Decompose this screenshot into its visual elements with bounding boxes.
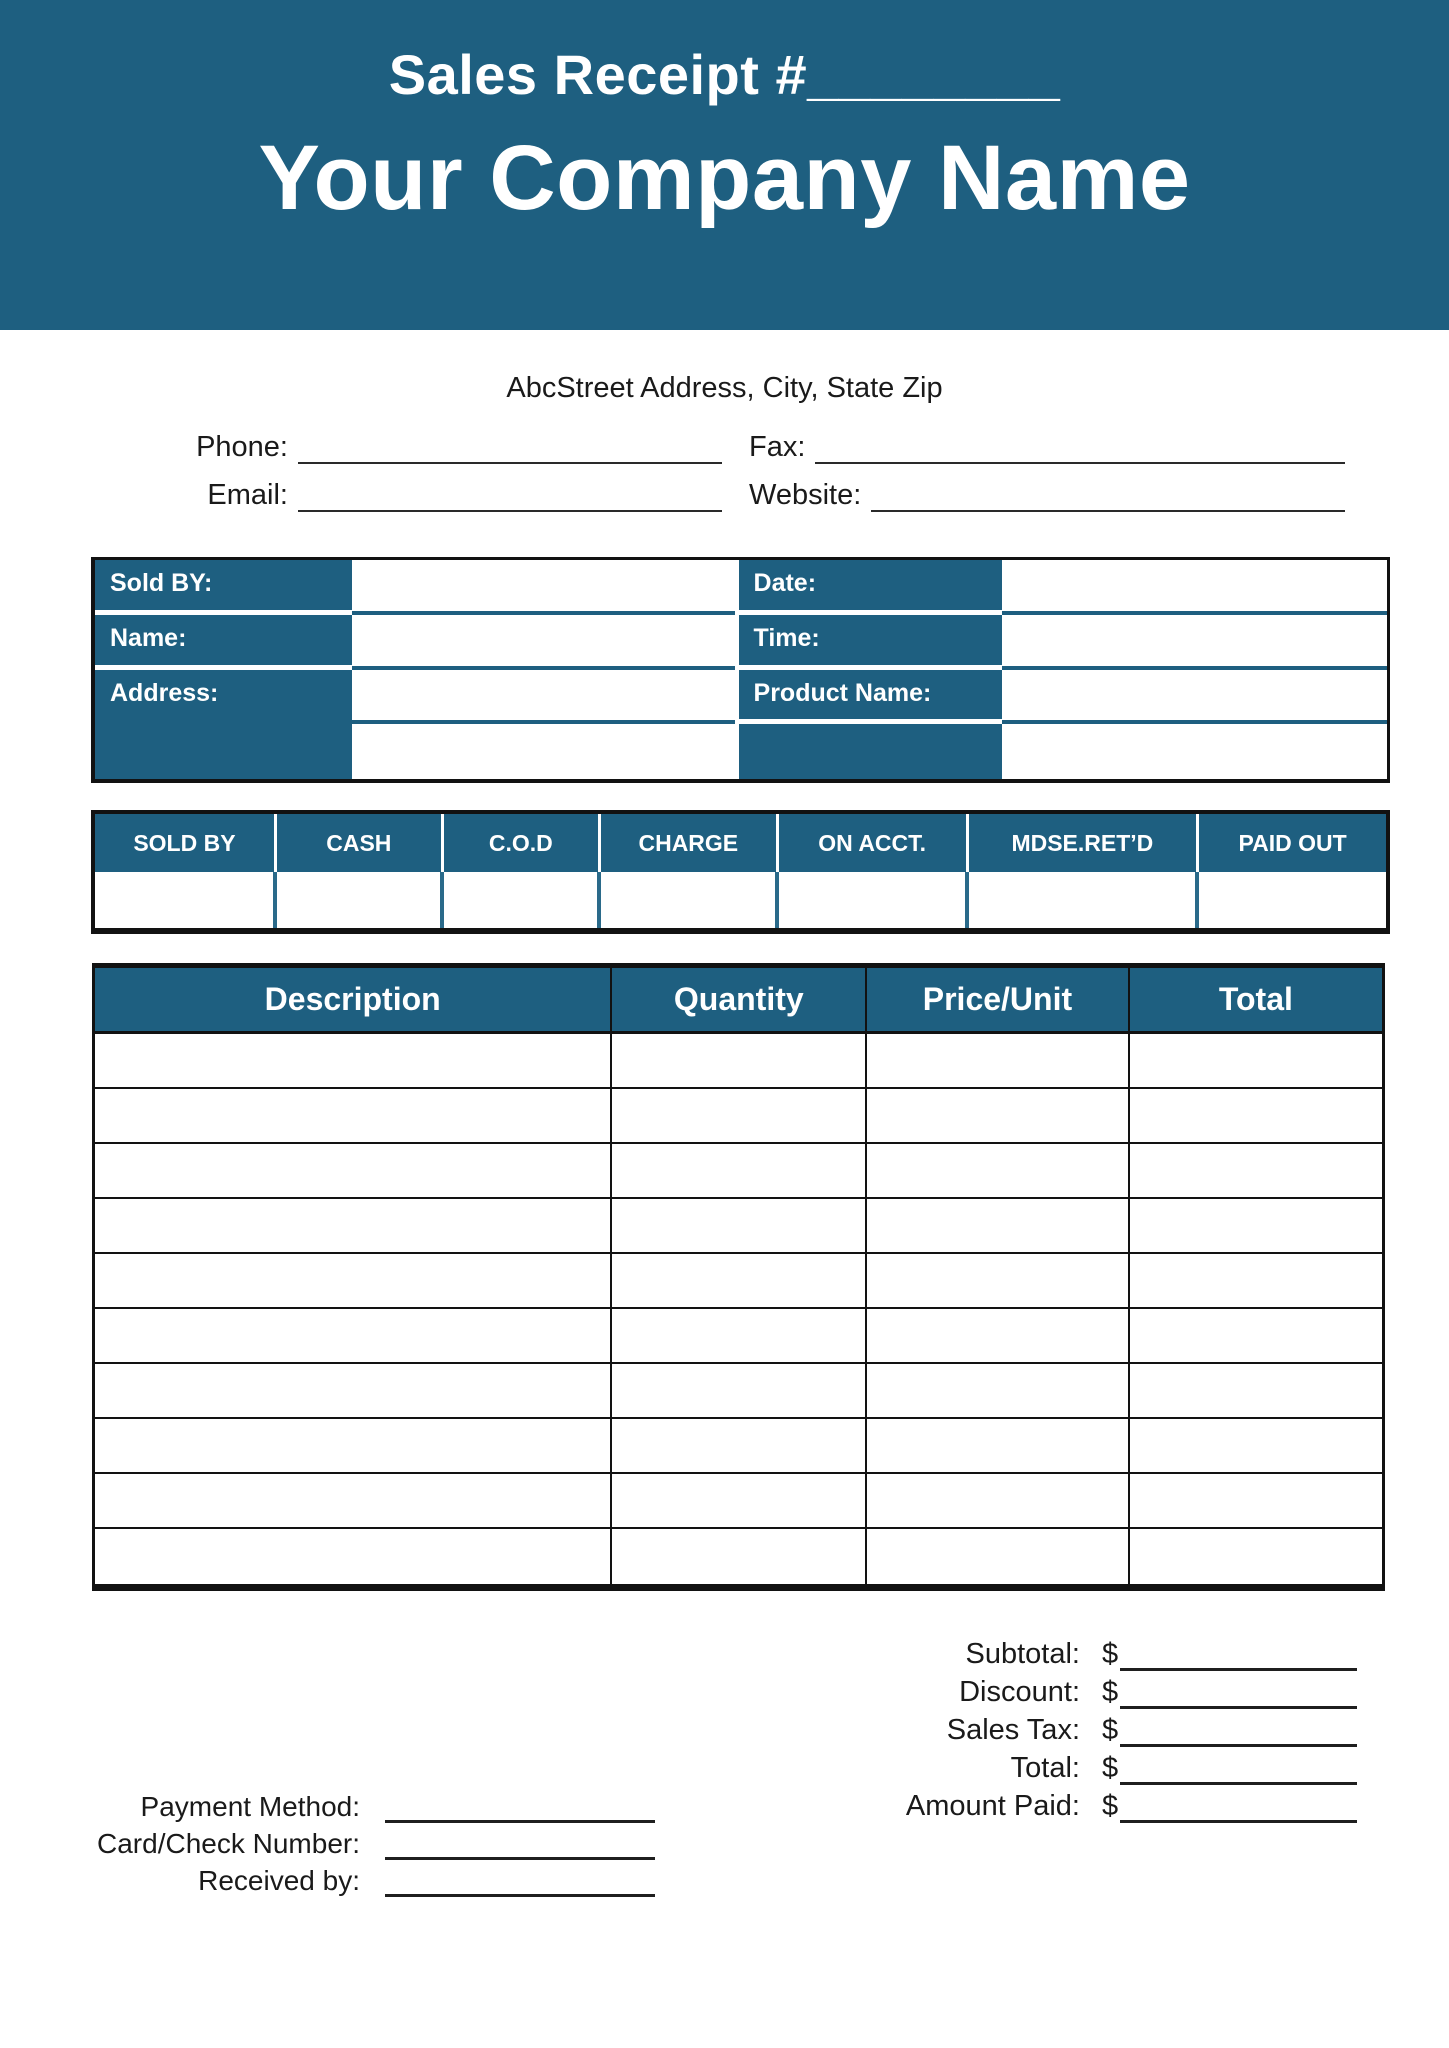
quantity-column-header: Quantity <box>612 968 867 1031</box>
items-table-blank-cell[interactable] <box>612 1364 867 1417</box>
dollar-sign: $ <box>1102 1676 1119 1708</box>
website-label: Website: <box>749 479 862 511</box>
amount-paid-row <box>640 1785 1365 1823</box>
items-table-blank-cell[interactable] <box>867 1309 1130 1362</box>
payment-type-blank-cell[interactable] <box>277 872 444 928</box>
product-name-blank-cell[interactable] <box>1002 670 1387 725</box>
items-table-blank-cell[interactable] <box>95 1309 612 1362</box>
email-field-row <box>150 478 722 512</box>
sold-by-blank-cell[interactable] <box>352 560 734 615</box>
date-blank-cell[interactable] <box>1002 560 1387 615</box>
items-table-blank-cell[interactable] <box>612 1199 867 1252</box>
payment-type-blank-cell[interactable] <box>95 872 277 928</box>
payment-type-blank-cell[interactable] <box>1199 872 1386 928</box>
discount-blank-line[interactable] <box>1120 1679 1357 1709</box>
received-by-row <box>60 1860 660 1897</box>
time-blank-cell[interactable] <box>1002 615 1387 670</box>
payment-method-row <box>60 1786 660 1823</box>
email-label: Email: <box>207 479 288 511</box>
time-label: Time: <box>735 615 1002 670</box>
dollar-sign: $ <box>1102 1790 1119 1822</box>
charge-column-header: CHARGE <box>601 814 779 872</box>
items-table-blank-cell[interactable] <box>612 1034 867 1087</box>
seller-info-table <box>91 557 1390 783</box>
card-check-number-blank-line[interactable] <box>385 1832 655 1860</box>
items-table-row <box>95 1089 1382 1144</box>
cash-column-header: CASH <box>277 814 444 872</box>
fax-label: Fax: <box>749 431 806 463</box>
items-table-row <box>95 1309 1382 1364</box>
received-by-blank-line[interactable] <box>385 1869 655 1897</box>
items-table-blank-cell[interactable] <box>867 1254 1130 1307</box>
on-acct-column-header: ON ACCT. <box>779 814 969 872</box>
amount-paid-blank-line[interactable] <box>1120 1793 1357 1823</box>
discount-row <box>640 1671 1365 1709</box>
fax-field-row <box>749 430 1345 464</box>
cod-column-header: C.O.D <box>444 814 601 872</box>
items-table-blank-cell[interactable] <box>1130 1254 1382 1307</box>
items-table-blank-cell[interactable] <box>612 1254 867 1307</box>
items-table-blank-cell[interactable] <box>867 1419 1130 1472</box>
payment-type-header-row <box>95 814 1386 872</box>
receipt-number-title: Sales Receipt #________ <box>388 43 1061 106</box>
items-table-blank-cell[interactable] <box>95 1364 612 1417</box>
address-blank-cell-2[interactable] <box>352 724 734 779</box>
items-table-blank-cell[interactable] <box>1130 1474 1382 1527</box>
totals-section <box>640 1633 1365 1823</box>
items-table-blank-cell[interactable] <box>612 1474 867 1527</box>
total-label: Total: <box>1010 1752 1080 1784</box>
address-blank-cell[interactable] <box>352 670 734 725</box>
payment-type-table <box>91 810 1390 934</box>
sales-tax-row <box>640 1709 1365 1747</box>
items-table-row <box>95 1254 1382 1309</box>
items-table-blank-cell[interactable] <box>1130 1364 1382 1417</box>
company-name-title: Your Company Name <box>258 127 1191 229</box>
card-check-number-row <box>60 1823 660 1860</box>
payment-method-blank-line[interactable] <box>385 1795 655 1823</box>
items-table-blank-cell[interactable] <box>95 1199 612 1252</box>
empty-label-cell <box>735 724 1002 779</box>
items-table-blank-cell[interactable] <box>867 1364 1130 1417</box>
street-address-line: AbcStreet Address, City, State Zip <box>506 372 943 404</box>
items-table-blank-cell[interactable] <box>1130 1144 1382 1197</box>
subtotal-label: Subtotal: <box>965 1638 1080 1670</box>
payment-details-section <box>60 1786 660 1897</box>
address-label: Address: <box>95 670 352 780</box>
payment-method-label: Payment Method: <box>140 1791 360 1822</box>
phone-field-row <box>150 430 722 464</box>
items-table-blank-cell[interactable] <box>1130 1529 1382 1584</box>
payment-type-blank-row <box>95 872 1386 928</box>
description-column-header: Description <box>95 968 612 1031</box>
header-banner <box>0 0 1449 330</box>
mdse-retd-column-header: MDSE.RET’D <box>969 814 1200 872</box>
items-table-blank-cell[interactable] <box>95 1144 612 1197</box>
product-name-label: Product Name: <box>735 670 1002 725</box>
name-blank-cell[interactable] <box>352 615 734 670</box>
total-blank-line[interactable] <box>1120 1755 1357 1785</box>
items-table-blank-cell[interactable] <box>867 1199 1130 1252</box>
total-row <box>640 1747 1365 1785</box>
items-table-blank-cell[interactable] <box>612 1529 867 1584</box>
items-table-body <box>95 1034 1382 1584</box>
discount-label: Discount: <box>959 1676 1080 1708</box>
name-label: Name: <box>95 615 352 670</box>
sales-tax-blank-line[interactable] <box>1120 1717 1357 1747</box>
sold-by-label: Sold BY: <box>95 560 352 615</box>
subtotal-blank-line[interactable] <box>1120 1641 1357 1671</box>
line-items-header-row <box>95 968 1382 1034</box>
items-table-blank-cell[interactable] <box>95 1089 612 1142</box>
items-table-blank-cell[interactable] <box>612 1309 867 1362</box>
items-table-blank-cell[interactable] <box>612 1144 867 1197</box>
payment-type-blank-cell[interactable] <box>601 872 779 928</box>
items-table-blank-cell[interactable] <box>1130 1199 1382 1252</box>
amount-paid-label: Amount Paid: <box>905 1790 1080 1822</box>
items-table-row <box>95 1364 1382 1419</box>
sold-by-column-header: SOLD BY <box>95 814 277 872</box>
items-table-blank-cell[interactable] <box>867 1474 1130 1527</box>
items-table-row <box>95 1199 1382 1254</box>
payment-type-blank-cell[interactable] <box>969 872 1200 928</box>
items-table-blank-cell[interactable] <box>1130 1089 1382 1142</box>
items-table-blank-cell[interactable] <box>95 1474 612 1527</box>
items-table-row <box>95 1474 1382 1529</box>
items-table-blank-cell[interactable] <box>867 1089 1130 1142</box>
sales-tax-label: Sales Tax: <box>946 1714 1080 1746</box>
subtotal-row <box>640 1633 1365 1671</box>
items-table-blank-cell[interactable] <box>1130 1034 1382 1087</box>
phone-blank-line[interactable] <box>298 434 722 464</box>
date-label: Date: <box>735 560 1002 615</box>
items-table-blank-cell[interactable] <box>95 1254 612 1307</box>
dollar-sign: $ <box>1102 1752 1119 1784</box>
items-table-blank-cell[interactable] <box>1130 1309 1382 1362</box>
items-table-row <box>95 1144 1382 1199</box>
line-items-table <box>92 963 1385 1591</box>
payment-type-blank-cell[interactable] <box>444 872 601 928</box>
items-table-blank-cell[interactable] <box>1130 1419 1382 1472</box>
items-table-blank-cell[interactable] <box>95 1419 612 1472</box>
items-table-blank-cell[interactable] <box>867 1529 1130 1584</box>
price-unit-column-header: Price/Unit <box>867 968 1130 1031</box>
items-table-row <box>95 1419 1382 1474</box>
dollar-sign: $ <box>1102 1714 1119 1746</box>
total-column-header: Total <box>1218 981 1293 1017</box>
email-blank-line[interactable] <box>298 482 722 512</box>
fax-blank-line[interactable] <box>815 434 1345 464</box>
product-name-blank-cell-2[interactable] <box>1002 724 1387 779</box>
paid-out-column-header: PAID OUT <box>1238 829 1347 856</box>
card-check-number-label: Card/Check Number: <box>97 1828 360 1859</box>
items-table-blank-cell[interactable] <box>95 1034 612 1087</box>
received-by-label: Received by: <box>198 1865 360 1896</box>
website-field-row <box>749 478 1345 512</box>
items-table-blank-cell[interactable] <box>612 1419 867 1472</box>
items-table-blank-cell[interactable] <box>95 1529 612 1584</box>
items-table-row <box>95 1034 1382 1089</box>
items-table-blank-cell[interactable] <box>867 1144 1130 1197</box>
website-blank-line[interactable] <box>871 482 1345 512</box>
dollar-sign: $ <box>1102 1638 1119 1670</box>
items-table-row <box>95 1529 1382 1584</box>
items-table-blank-cell[interactable] <box>867 1034 1130 1087</box>
payment-type-blank-cell[interactable] <box>779 872 969 928</box>
items-table-blank-cell[interactable] <box>612 1089 867 1142</box>
phone-label: Phone: <box>196 431 288 463</box>
